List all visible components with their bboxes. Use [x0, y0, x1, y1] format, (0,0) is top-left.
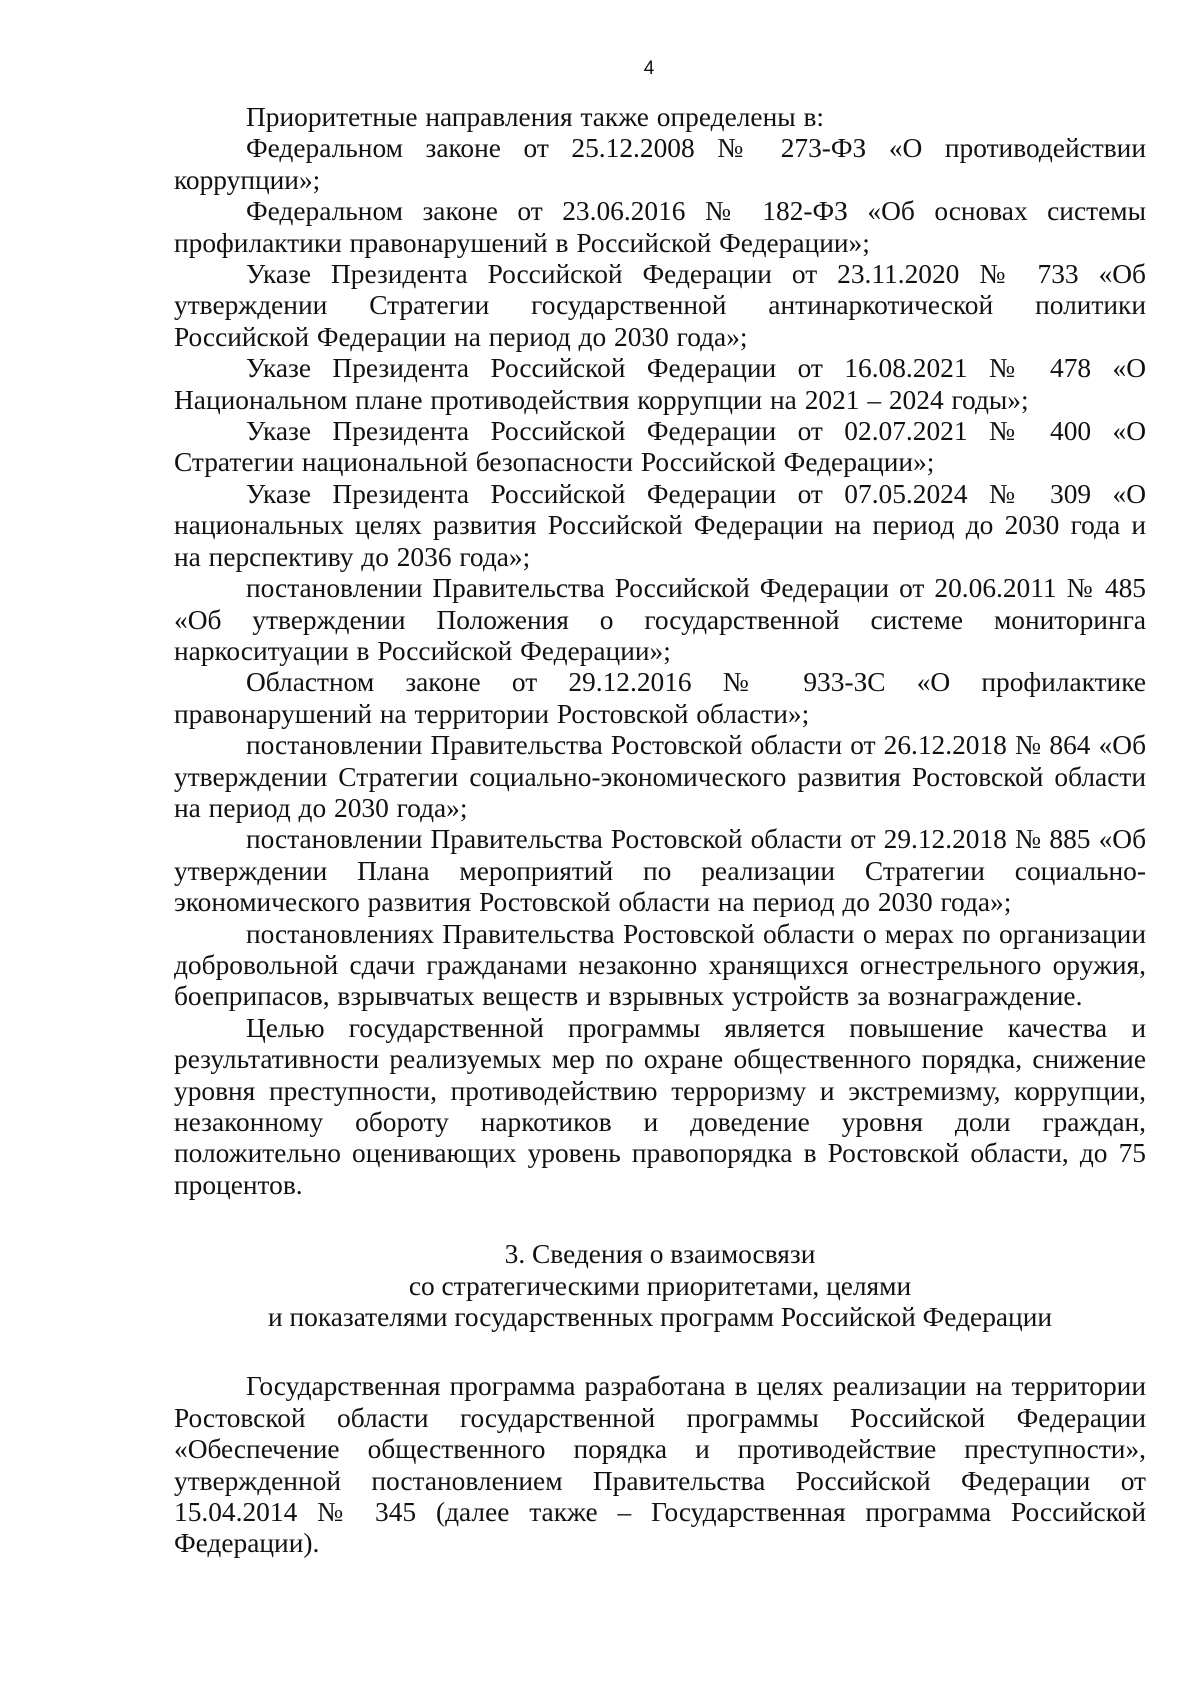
section-heading — [174, 1239, 1146, 1333]
paragraph: Областном законе от 29.12.2016 № 933-ЗС «О профилактике правонарушений на территории Ростовской области»; — [174, 667, 1146, 729]
paragraph: Указе Президента Российской Федерации от 16.08.2021 № 478 «О Национальном плане противодействия коррупции на 2021 – 2024 годы»; — [174, 353, 1146, 415]
paragraph: постановлении Правительства Российской Федерации от 20.06.2011 № 485 «Об утверждении Положения о государственной системе мониторинга наркоситуации в Российской Федерации»; — [174, 573, 1146, 666]
page-number: 4 — [643, 58, 655, 79]
paragraph: Целью государственной программы является повышение качества и результативности реализуемых мер по охране общественного порядка, снижение уровня преступности, противодействию терроризму и экстремизму, коррупции, незаконному обороту наркотиков и доведение уровня доли граждан, положительно оценивающих уровень правопорядка в Ростовской области, до 75 процентов. — [174, 1012, 1146, 1200]
paragraph: Федеральном законе от 25.12.2008 № 273-ФЗ «О противодействии коррупции»; — [174, 133, 1146, 195]
section-heading-line: 3. Сведения о взаимосвязи — [504, 1239, 816, 1270]
paragraph: Государственная программа разработана в целях реализации на территории Ростовской области государственной программы Российской Федерации «Обеспечение общественного порядка и противодействие преступности», утвержденной постановлением Правительства Российской Федерации от 15.04.2014 № 345 (далее также – Государственная программа Российской Федерации). — [174, 1371, 1146, 1559]
paragraph: постановлениях Правительства Ростовской области о мерах по организации добровольной сдачи гражданами незаконно хранящихся огнестрельного оружия, боеприпасов, взрывчатых веществ и взрывных устройств за вознаграждение. — [174, 918, 1146, 1012]
section-heading-line: и показателями государственных программ Российской Федерации — [267, 1302, 1053, 1333]
paragraph: Указе Президента Российской Федерации от 23.11.2020 № 733 «Об утверждении Стратегии государственной антинаркотической политики Российской Федерации на период до 2030 года»; — [174, 259, 1146, 352]
paragraph: Приоритетные направления также определены в: — [246, 102, 825, 132]
paragraph: Указе Президента Российской Федерации от 02.07.2021 № 400 «О Стратегии национальной безопасности Российской Федерации»; — [174, 416, 1146, 478]
section-heading-line: со стратегическими приоритетами, целями — [408, 1270, 912, 1301]
paragraph: Федеральном законе от 23.06.2016 № 182-ФЗ «Об основах системы профилактики правонарушений в Российской Федерации»; — [174, 196, 1146, 258]
paragraph: Указе Президента Российской Федерации от 07.05.2024 № 309 «О национальных целях развития Российской Федерации на период до 2030 года и на перспективу до 2036 года»; — [174, 478, 1146, 572]
document-page — [174, 58, 1146, 1560]
paragraph: постановлении Правительства Ростовской области от 26.12.2018 № 864 «Об утверждении Стратегии социально-экономического развития Ростовской области на период до 2030 года»; — [174, 730, 1146, 823]
paragraph: постановлении Правительства Ростовской области от 29.12.2018 № 885 «Об утверждении Плана мероприятий по реализации Стратегии социально-экономического развития Ростовской области на период до 2030 года»; — [174, 824, 1146, 918]
